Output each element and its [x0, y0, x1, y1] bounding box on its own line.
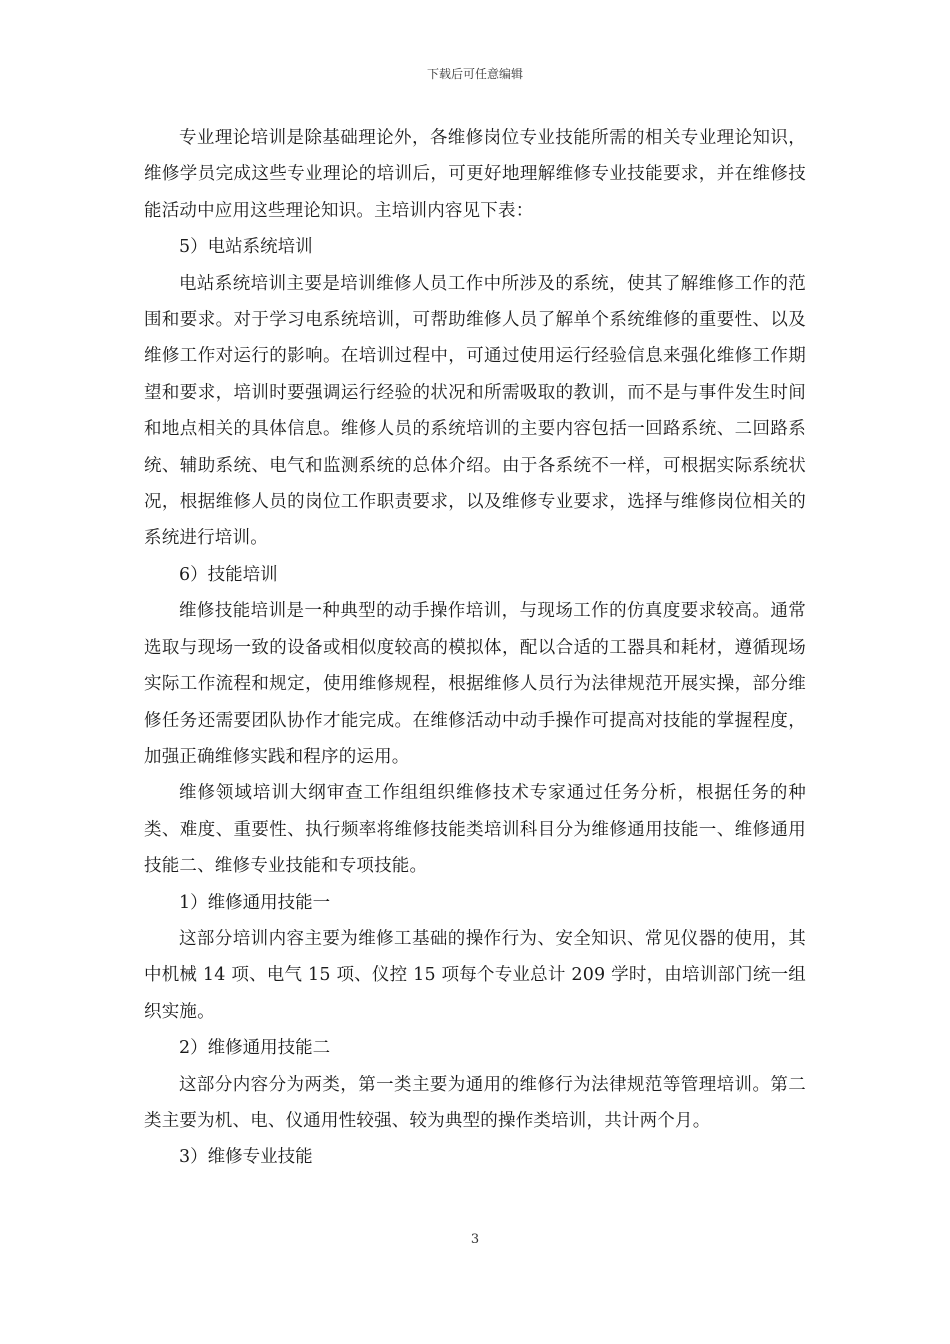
paragraph-station-system-training: 电站系统培训主要是培训维修人员工作中所涉及的系统，使其了解维修工作的范围和要求。对于学习电系统培训，可帮助维修人员了解单个系统维修的重要性、以及维修工作对运行的影响。在培训过程中，可通过使用运行经验信息来强化维修工作期望和要求，培训时要强调运行经验的状况和所需吸取的教训，而不是与事件发生时间和地点相关的具体信息。维修人员的系统培训的主要内容包括一回路系统、二回路系统、辅助系统、电气和监测系统的总体介绍。由于各系统不一样，可根据实际系统状况，根据维修人员的岗位工作职责要求，以及维修专业要求，选择与维修岗位相关的系统进行培训。 [144, 273, 806, 549]
paragraph-skill-categories: 维修领域培训大纲审查工作组组织维修技术专家通过任务分析，根据任务的种类、难度、重要性、执行频率将维修技能类培训科目分为维修通用技能一、维修通用技能二、维修专业技能和专项技能。 [144, 783, 806, 877]
heading-general-skill-one: 1）维修通用技能一 [179, 892, 331, 913]
page-header: 下载后可任意编辑 [426, 67, 523, 81]
heading-general-skill-two: 2）维修通用技能二 [179, 1038, 331, 1059]
heading-professional-skill: 3）维修专业技能 [179, 1147, 313, 1168]
heading-station-system-training: 5）电站系统培训 [179, 237, 313, 258]
paragraph-skill-training: 维修技能培训是一种典型的动手操作培训，与现场工作的仿真度要求较高。通常选取与现场一致的设备或相似度较高的模拟体，配以合适的工器具和耗材，遵循现场实际工作流程和规定，使用维修规程，根据维修人员行为法律规范开展实操，部分维修任务还需要团队协作才能完成。在维修活动中动手操作可提高对技能的掌握程度，加强正确维修实践和程序的运用。 [144, 601, 806, 767]
paragraph-professional-theory: 专业理论培训是除基础理论外，各维修岗位专业技能所需的相关专业理论知识，维修学员完成这些专业理论的培训后，可更好地理解维修专业技能要求，并在维修技能活动中应用这些理论知识。主培训内容见下表： [144, 128, 806, 221]
document-body [144, 120, 806, 1176]
heading-skill-training: 6）技能培训 [179, 564, 278, 585]
paragraph-general-skill-two: 这部分内容分为两类，第一类主要为通用的维修行为法律规范等管理培训。第二类主要为机、电、仪通用性较强、较为典型的操作类培训，共计两个月。 [144, 1074, 806, 1131]
page-number: 3 [470, 1232, 480, 1247]
paragraph-general-skill-one: 这部分培训内容主要为维修工基础的操作行为、安全知识、常见仪器的使用，其中机械 14 项、电气 15 项、仪控 15 项每个专业总计 209 学时，由培训部门统一组织实施。 [144, 928, 806, 1022]
